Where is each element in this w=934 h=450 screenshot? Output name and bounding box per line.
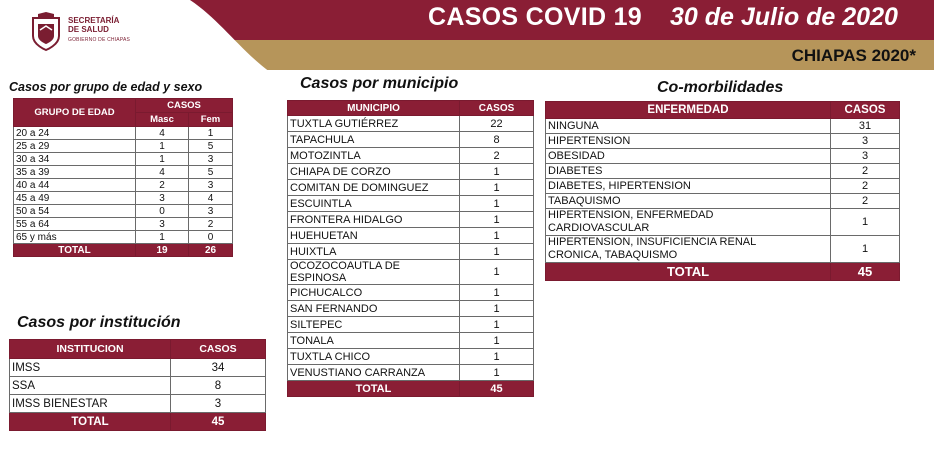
municipality-name: HUEHUETAN (288, 228, 460, 244)
municipality-name: TONALA (288, 333, 460, 349)
total-label: TOTAL (14, 244, 136, 257)
fem-count: 2 (189, 218, 233, 231)
chiapas-seal-logo (30, 12, 62, 52)
institution-table (9, 339, 266, 431)
total-label: TOTAL (546, 263, 831, 281)
municipality-name: OCOZOCOAUTLA DE ESPINOSA (288, 260, 460, 285)
table-row (288, 116, 534, 132)
col-header-age-group: GRUPO DE EDAD (14, 99, 136, 127)
age-group: 45 a 49 (14, 192, 136, 205)
fem-count: 0 (189, 231, 233, 244)
institution-cases: 3 (171, 395, 266, 413)
masc-count: 1 (136, 231, 189, 244)
municipality-name: PICHUCALCO (288, 285, 460, 301)
masc-count: 4 (136, 127, 189, 140)
table-row (10, 359, 266, 377)
municipality-name: FRONTERA HIDALGO (288, 212, 460, 228)
fem-count: 5 (189, 140, 233, 153)
municipality-cases: 1 (460, 365, 534, 381)
table-row (14, 153, 233, 166)
institution-name: IMSS (10, 359, 171, 377)
institution-cases: 34 (171, 359, 266, 377)
municipality-name: SILTEPEC (288, 317, 460, 333)
municipality-cases: 1 (460, 333, 534, 349)
table-row (288, 244, 534, 260)
col-header-cases: CASOS (171, 340, 266, 359)
logo-line-3: GOBIERNO DE CHIAPAS (68, 37, 131, 43)
municipality-name: TUXTLA GUTIÉRREZ (288, 116, 460, 132)
disease-cases: 3 (831, 134, 900, 149)
masc-count: 4 (136, 166, 189, 179)
municipality-cases: 1 (460, 285, 534, 301)
municipality-cases: 1 (460, 196, 534, 212)
table-row (10, 377, 266, 395)
age-group: 55 a 64 (14, 218, 136, 231)
age-sex-table (13, 98, 233, 257)
municipality-name: TUXTLA CHICO (288, 349, 460, 365)
disease-name: DIABETES (546, 164, 831, 179)
municipality-name: TAPACHULA (288, 132, 460, 148)
table-row (546, 194, 900, 209)
age-group: 20 a 24 (14, 127, 136, 140)
masc-count: 1 (136, 140, 189, 153)
municipality-cases: 1 (460, 212, 534, 228)
total-row (10, 413, 266, 431)
table-row (288, 132, 534, 148)
col-header-disease: ENFERMEDAD (546, 102, 831, 119)
disease-cases: 2 (831, 164, 900, 179)
institution-cases: 8 (171, 377, 266, 395)
masc-count: 0 (136, 205, 189, 218)
col-header-fem: Fem (189, 113, 233, 127)
table-row (546, 134, 900, 149)
disease-name: DIABETES, HIPERTENSION (546, 179, 831, 194)
total-fem: 26 (189, 244, 233, 257)
table-row (10, 395, 266, 413)
table-row (288, 349, 534, 365)
header (0, 0, 934, 72)
total-row (546, 263, 900, 281)
institution-title: Casos por institución (17, 314, 181, 331)
municipality-cases: 8 (460, 132, 534, 148)
report-date: 30 de Julio de 2020 (670, 3, 898, 31)
masc-count: 1 (136, 153, 189, 166)
institution-name: IMSS BIENESTAR (10, 395, 171, 413)
table-row (14, 192, 233, 205)
municipality-cases: 1 (460, 228, 534, 244)
fem-count: 3 (189, 179, 233, 192)
municipality-name: VENUSTIANO CARRANZA (288, 365, 460, 381)
fem-count: 3 (189, 205, 233, 218)
fem-count: 1 (189, 127, 233, 140)
logo-line-1: SECRETARÍA (68, 16, 120, 25)
total-label: TOTAL (10, 413, 171, 431)
table-row (288, 196, 534, 212)
age-group: 30 a 34 (14, 153, 136, 166)
table-row (288, 317, 534, 333)
total-masc: 19 (136, 244, 189, 257)
page-title: CASOS COVID 19 (428, 3, 642, 31)
municipality-name: SAN FERNANDO (288, 301, 460, 317)
disease-cases: 31 (831, 119, 900, 134)
total-label: TOTAL (288, 381, 460, 397)
municipality-cases: 1 (460, 301, 534, 317)
masc-count: 3 (136, 192, 189, 205)
table-row (288, 180, 534, 196)
municipality-table (287, 100, 534, 397)
col-header-cases: CASOS (831, 102, 900, 119)
total-row (288, 381, 534, 397)
table-row (14, 179, 233, 192)
municipality-cases: 1 (460, 317, 534, 333)
municipality-name: HUIXTLA (288, 244, 460, 260)
table-row (546, 209, 900, 236)
municipality-name: COMITAN DE DOMINGUEZ (288, 180, 460, 196)
table-row (14, 127, 233, 140)
table-row (288, 164, 534, 180)
age-group: 40 a 44 (14, 179, 136, 192)
table-row (288, 285, 534, 301)
municipality-cases: 2 (460, 148, 534, 164)
col-header-masc: Masc (136, 113, 189, 127)
age-group: 50 a 54 (14, 205, 136, 218)
logo-line-2: DE SALUD (68, 25, 109, 34)
municipality-cases: 1 (460, 164, 534, 180)
masc-count: 2 (136, 179, 189, 192)
total-row (14, 244, 233, 257)
fem-count: 5 (189, 166, 233, 179)
table-row (14, 140, 233, 153)
disease-cases: 2 (831, 179, 900, 194)
disease-name: NINGUNA (546, 119, 831, 134)
age-group: 25 a 29 (14, 140, 136, 153)
col-header-cases: CASOS (136, 99, 233, 113)
municipality-cases: 1 (460, 244, 534, 260)
total-cases: 45 (460, 381, 534, 397)
col-header-cases: CASOS (460, 101, 534, 116)
disease-cases: 3 (831, 149, 900, 164)
municipality-name: MOTOZINTLA (288, 148, 460, 164)
fem-count: 3 (189, 153, 233, 166)
table-row (288, 301, 534, 317)
table-row (14, 205, 233, 218)
table-row (288, 260, 534, 285)
table-row (288, 148, 534, 164)
age-group: 35 a 39 (14, 166, 136, 179)
institution-name: SSA (10, 377, 171, 395)
table-row (546, 119, 900, 134)
municipality-cases: 1 (460, 260, 534, 285)
table-row (546, 179, 900, 194)
table-row (546, 236, 900, 263)
table-row (288, 228, 534, 244)
disease-name: HIPERTENSION, ENFERMEDAD CARDIOVASCULAR (546, 209, 831, 236)
masc-count: 3 (136, 218, 189, 231)
table-row (288, 365, 534, 381)
disease-cases: 2 (831, 194, 900, 209)
municipality-cases: 1 (460, 349, 534, 365)
fem-count: 4 (189, 192, 233, 205)
comorbidities-table (545, 101, 900, 281)
table-row (546, 149, 900, 164)
state-label: CHIAPAS 2020* (791, 46, 916, 65)
table-row (288, 212, 534, 228)
municipality-cases: 22 (460, 116, 534, 132)
disease-name: HIPERTENSION (546, 134, 831, 149)
municipality-title: Casos por municipio (300, 75, 459, 92)
municipality-name: CHIAPA DE CORZO (288, 164, 460, 180)
disease-name: OBESIDAD (546, 149, 831, 164)
disease-name: HIPERTENSION, INSUFICIENCIA RENAL CRONICA, TABAQUISMO (546, 236, 831, 263)
table-row (546, 164, 900, 179)
table-row (14, 218, 233, 231)
table-row (14, 166, 233, 179)
table-row (14, 231, 233, 244)
total-cases: 45 (831, 263, 900, 281)
total-cases: 45 (171, 413, 266, 431)
table-row (288, 333, 534, 349)
disease-cases: 1 (831, 236, 900, 263)
col-header-municipality: MUNICIPIO (288, 101, 460, 116)
municipality-cases: 1 (460, 180, 534, 196)
disease-cases: 1 (831, 209, 900, 236)
age-group: 65 y más (14, 231, 136, 244)
age-sex-title: Casos por grupo de edad y sexo (9, 80, 203, 94)
comorbidities-title: Co-morbilidades (657, 79, 784, 96)
disease-name: TABAQUISMO (546, 194, 831, 209)
col-header-institution: INSTITUCION (10, 340, 171, 359)
logo-text (68, 16, 130, 45)
municipality-name: ESCUINTLA (288, 196, 460, 212)
